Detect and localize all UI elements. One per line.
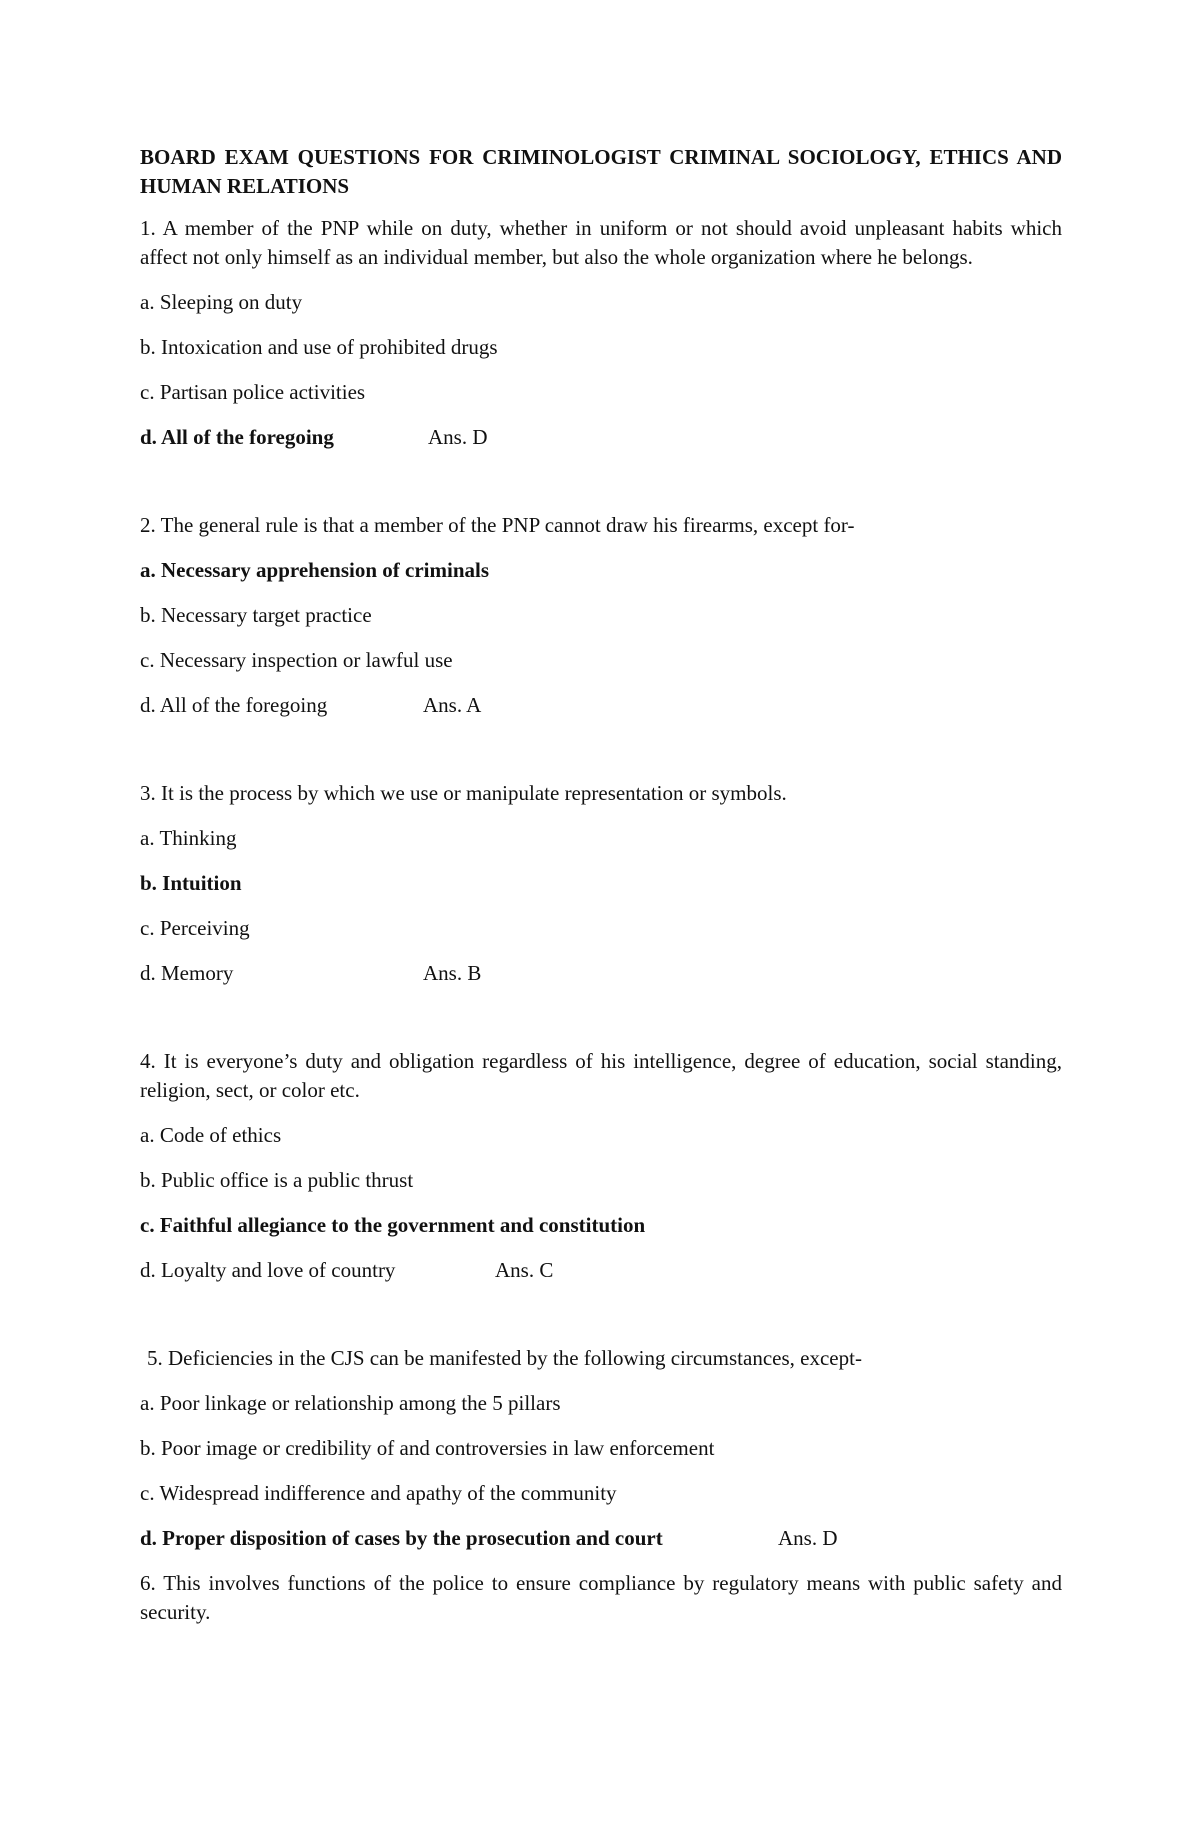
answer-key: Ans. C (495, 1258, 554, 1282)
question-2-option-b (140, 601, 1062, 630)
option-text: d. Loyalty and love of country (140, 1258, 396, 1282)
option-text: d. All of the foregoing (140, 693, 328, 717)
option-text: b. Poor image or credibility of and controversies in law enforcement (140, 1436, 715, 1460)
question-3-option-d (140, 959, 1062, 988)
option-text: c. Necessary inspection or lawful use (140, 648, 453, 672)
option-text: c. Faithful allegiance to the government and constitution (140, 1213, 646, 1237)
option-text: a. Thinking (140, 826, 237, 850)
question-3-option-b (140, 869, 1062, 898)
question-3-option-a (140, 824, 1062, 853)
question-1-prompt: 1. A member of the PNP while on duty, whether in uniform or not should avoid unpleasant habits which affect not only himself as an individual member, but also the whole organization where he belongs. (140, 216, 1062, 269)
option-text: b. Intuition (140, 871, 242, 895)
option-text: b. Necessary target practice (140, 603, 372, 627)
option-text: d. Memory (140, 961, 234, 985)
option-text: d. All of the foregoing (140, 425, 334, 449)
question-5-option-c (140, 1479, 1062, 1508)
question-1-option-d (140, 423, 1062, 452)
option-text: c. Perceiving (140, 916, 250, 940)
option-text: b. Intoxication and use of prohibited drugs (140, 335, 498, 359)
option-text: a. Poor linkage or relationship among the 5 pillars (140, 1391, 561, 1415)
answer-key: Ans. D (778, 1526, 838, 1550)
spacer (140, 1301, 1062, 1344)
question-1-option-c (140, 378, 1062, 407)
question-3-prompt: 3. It is the process by which we use or manipulate representation or symbols. (140, 781, 787, 805)
question-3-option-c (140, 914, 1062, 943)
question-4-option-a (140, 1121, 1062, 1150)
question-4-prompt: 4. It is everyone’s duty and obligation regardless of his intelligence, degree of education, social standing, religion, sect, or color etc. (140, 1049, 1062, 1102)
question-4-option-c (140, 1211, 1062, 1240)
option-text: a. Sleeping on duty (140, 290, 303, 314)
question-2-prompt: 2. The general rule is that a member of the PNP cannot draw his firearms, except for- (140, 513, 855, 537)
question-1-option-a (140, 288, 1062, 317)
answer-key: Ans. D (428, 425, 488, 449)
spacer (140, 468, 1062, 511)
option-text: c. Widespread indifference and apathy of the community (140, 1481, 617, 1505)
option-text: a. Necessary apprehension of criminals (140, 558, 490, 582)
answer-key: Ans. B (423, 961, 482, 985)
document-body (140, 143, 1062, 1643)
spacer (140, 736, 1062, 779)
option-text: b. Public office is a public thrust (140, 1168, 414, 1192)
question-2-option-c (140, 646, 1062, 675)
option-text: c. Partisan police activities (140, 380, 366, 404)
question-5-option-b (140, 1434, 1062, 1463)
question-5-option-a (140, 1389, 1062, 1418)
document-title: BOARD EXAM QUESTIONS FOR CRIMINOLOGIST CRIMINAL SOCIOLOGY, ETHICS AND HUMAN RELATIONS (140, 145, 1062, 198)
answer-key: Ans. A (423, 693, 482, 717)
option-text: d. Proper disposition of cases by the prosecution and court (140, 1526, 663, 1550)
question-2-option-d (140, 691, 1062, 720)
option-text: a. Code of ethics (140, 1123, 282, 1147)
question-1-option-b (140, 333, 1062, 362)
question-5-option-d (140, 1524, 1062, 1553)
question-6-prompt: 6. This involves functions of the police to ensure compliance by regulatory means with public safety and security. (140, 1571, 1062, 1624)
question-4-option-b (140, 1166, 1062, 1195)
question-4-option-d (140, 1256, 1062, 1285)
question-5-prompt: 5. Deficiencies in the CJS can be manifested by the following circumstances, except- (147, 1346, 862, 1370)
question-2-option-a (140, 556, 1062, 585)
spacer (140, 1004, 1062, 1047)
